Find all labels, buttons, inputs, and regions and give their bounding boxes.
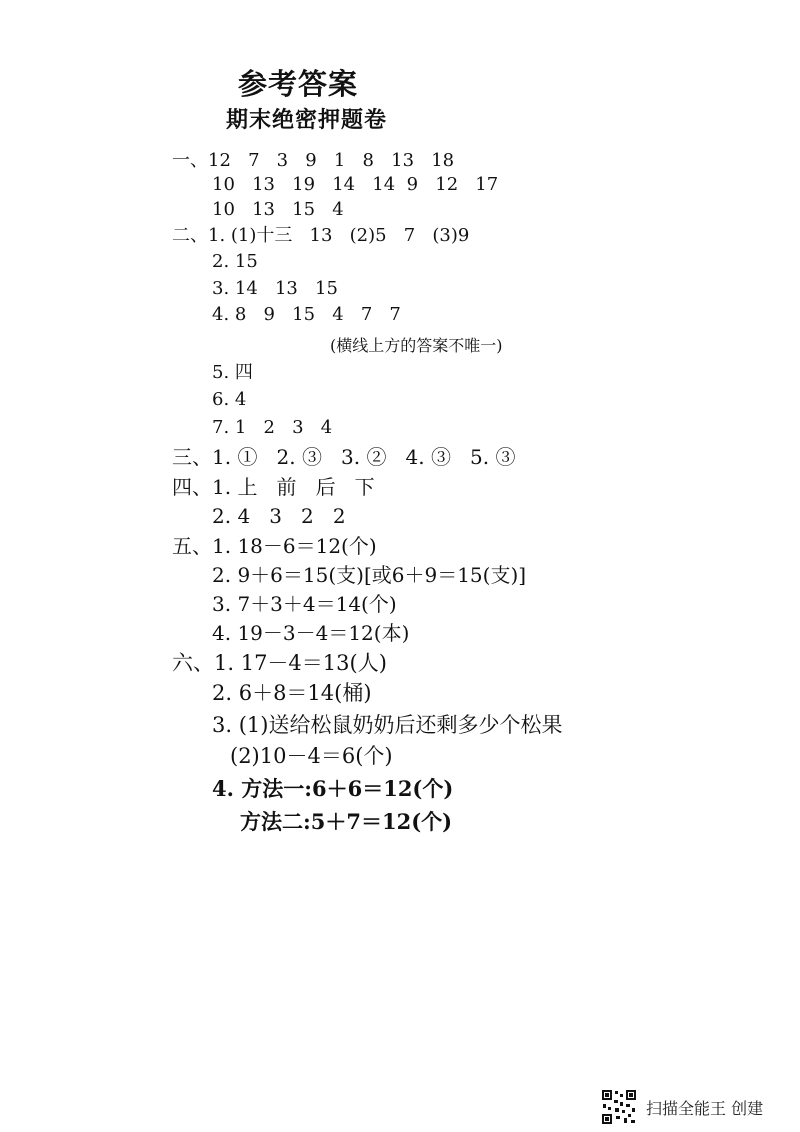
answer-line-6-3b: (2)10－4＝6(个) bbox=[230, 744, 393, 768]
answer-line-5-1: 五、1. 18－6＝12(个) bbox=[172, 534, 377, 558]
scanner-watermark bbox=[600, 1088, 763, 1126]
answer-line-1-1: 一、12 7 3 9 1 8 13 18 bbox=[172, 150, 455, 171]
page-subtitle: 期末绝密押题卷 bbox=[226, 107, 388, 133]
answer-line-6-4a: 4. 方法一:6＋6＝12(个) bbox=[212, 776, 454, 801]
answer-line-2-2: 2. 15 bbox=[212, 251, 258, 272]
answer-note: (横线上方的答案不唯一) bbox=[330, 336, 503, 355]
answer-line-2-1: 二、1. (1)十三 13 (2)5 7 (3)9 bbox=[172, 225, 470, 246]
answer-line-5-3: 3. 7＋3＋4＝14(个) bbox=[212, 592, 397, 616]
answer-line-6-2: 2. 6＋8＝14(桶) bbox=[212, 681, 372, 705]
answer-line-2-4: 4. 8 9 15 4 7 7 bbox=[212, 304, 401, 325]
watermark-text: 扫描全能王 创建 bbox=[646, 1098, 764, 1118]
answer-line-3-1: 三、1. ① 2. ③ 3. ② 4. ③ 5. ③ bbox=[172, 445, 516, 469]
qr-code-icon bbox=[600, 1088, 638, 1126]
page-title: 参考答案 bbox=[238, 67, 359, 101]
answer-line-2-7: 7. 1 2 3 4 bbox=[212, 417, 333, 438]
answer-line-6-4b: 方法二:5＋7＝12(个) bbox=[240, 809, 453, 834]
answer-line-4-1: 四、1. 上 前 后 下 bbox=[172, 475, 375, 499]
answer-line-6-3a: 3. (1)送给松鼠奶奶后还剩多少个松果 bbox=[212, 713, 563, 737]
answer-line-2-6: 6. 4 bbox=[212, 389, 247, 410]
answer-line-2-3: 3. 14 13 15 bbox=[212, 278, 338, 299]
answer-line-2-5: 5. 四 bbox=[212, 362, 253, 383]
answer-line-6-1: 六、1. 17－4＝13(人) bbox=[172, 651, 387, 675]
answer-line-5-4: 4. 19－3－4＝12(本) bbox=[212, 621, 410, 645]
answer-line-1-2: 10 13 19 14 14 9 12 17 bbox=[212, 174, 499, 195]
answer-line-5-2: 2. 9＋6＝15(支)[或6＋9＝15(支)] bbox=[212, 563, 527, 587]
answer-line-4-2: 2. 4 3 2 2 bbox=[212, 504, 346, 528]
answer-line-1-3: 10 13 15 4 bbox=[212, 199, 344, 220]
